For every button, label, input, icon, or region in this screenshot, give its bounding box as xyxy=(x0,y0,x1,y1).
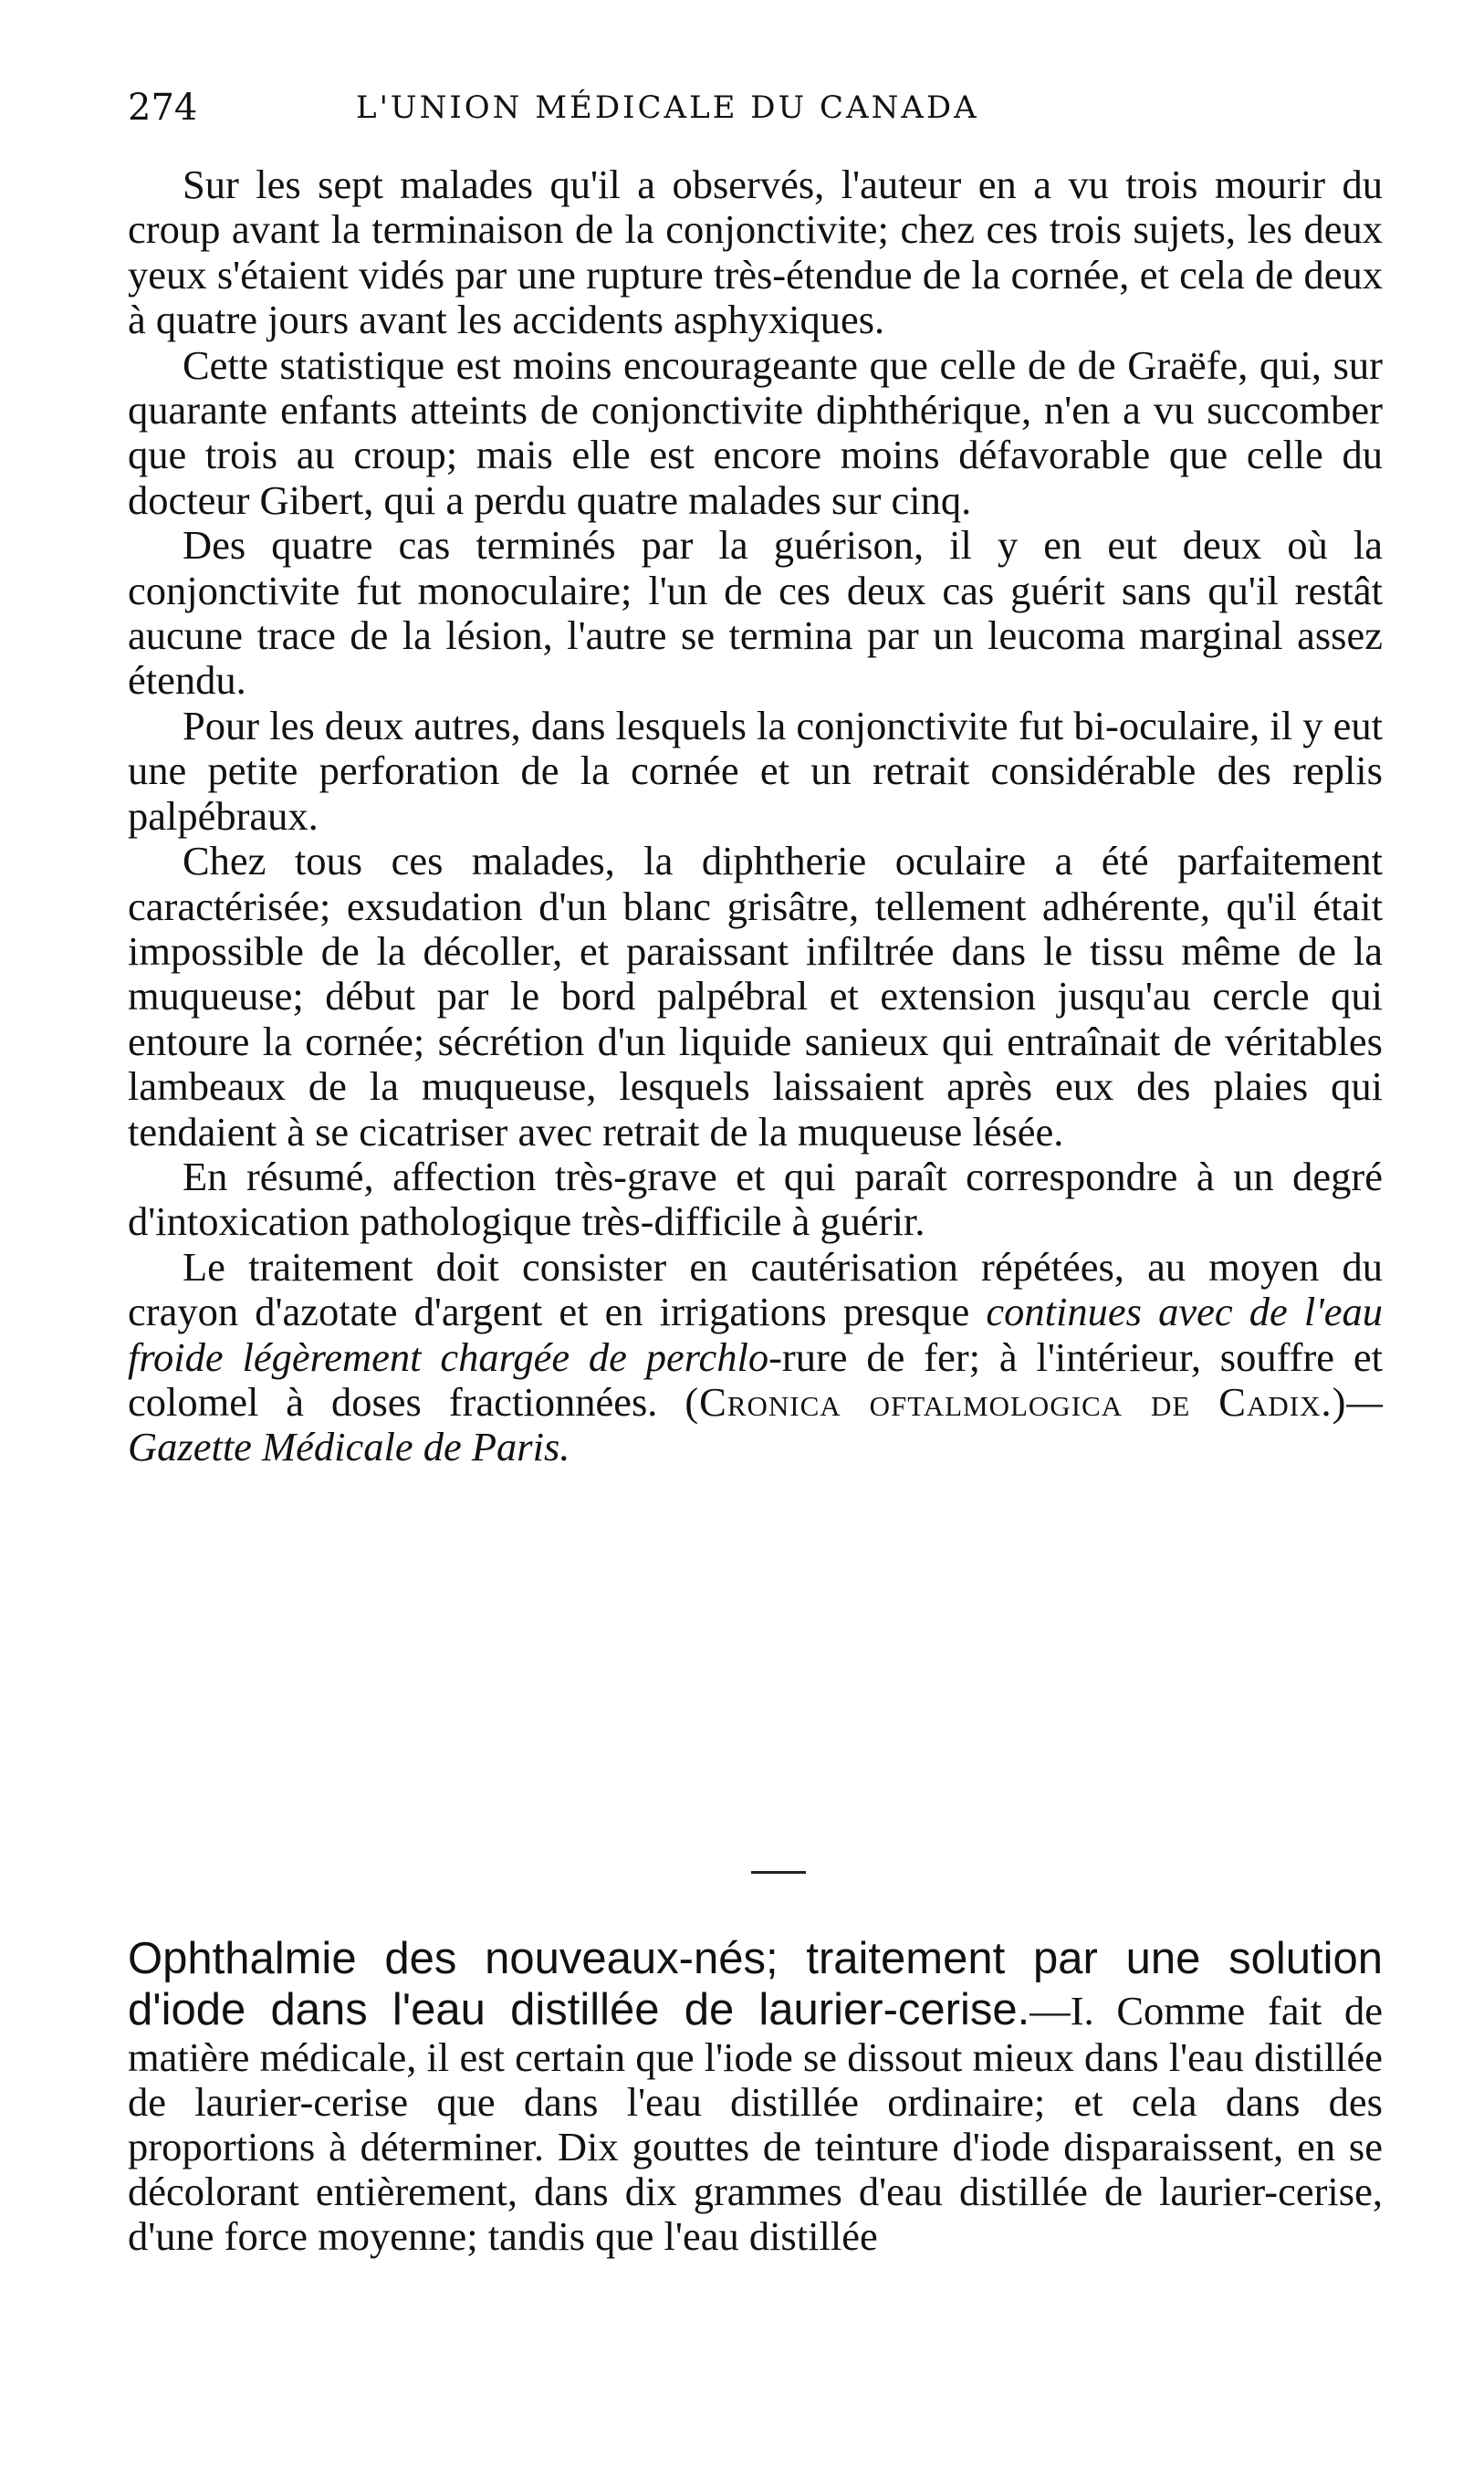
section-divider xyxy=(751,1871,806,1874)
article-title: Ophthalmie des nouveaux-nés; traitement par une solution d'iode dans l'eau distillée de laurier-cerise. xyxy=(128,1934,1383,2034)
article-continued xyxy=(128,162,1383,1470)
paragraph: Des quatre cas terminés par la guérison, il y en eut deux où la conjonctivite fut monoculaire; l'un de ces deux cas guérit sans qu'il restât aucune trace de la lésion, l'autre se termina par un leucoma marginal assez étendu. xyxy=(128,522,1383,704)
article-ophthalmie xyxy=(128,1933,1383,2259)
source-journal: —Gazette Médicale de Paris. xyxy=(128,1378,1383,1470)
page-number: 274 xyxy=(128,87,198,129)
treatment-text-italic: continues avec de l'eau froide légèrement chargée de perchlo- xyxy=(128,1289,1384,1380)
paragraph: Chez tous ces malades, la diphtherie oculaire a été parfaitement caractérisée; exsudation d'un blanc grisâtre, tellement adhérente, qu'il était impossible de la décoller, et paraissant infiltrée dans le tissu même de la muqueuse; début par le bord palpébral et extension jusqu'au cercle qui entoure la cornée; sécrétion d'un liquide sanieux qui entraînait de véritables lambeaux de la muqueuse, lesquels laissaient après eux des plaies qui tendaient à se cicatriser avec retrait de la muqueuse lésée. xyxy=(128,838,1383,1155)
treatment-text-end: rure de fer; à l'intérieur, souffre et colomel à doses fractionnées. xyxy=(128,1333,1384,1425)
running-head: L'UNION MÉDICALE DU CANADA xyxy=(356,89,979,126)
article-text: —I. Comme fait de matière médicale, il est certain que l'iode se dissout mieux dans l'eau distillée de laurier-cerise que dans l'eau distillée ordinaire; et cela dans des proportions à déterminer. Dix gouttes de teinture d'iode disparaissent, en se décolorant entièrement, dans dix grammes d'eau distillée de laurier-cerise, d'une force moyenne; tandis que l'eau distillée xyxy=(128,1988,1384,2259)
source-citation: (Cronica oftalmologica de Cadix.) xyxy=(685,1378,1347,1425)
paragraph-treatment xyxy=(128,1245,1383,1470)
paragraph: En résumé, affection très-grave et qui paraît correspondre à un degré d'intoxication pathologique très-difficile à guérir. xyxy=(128,1153,1383,1245)
paragraph: Pour les deux autres, dans lesquels la conjonctivite fut bi-oculaire, il y eut une petite perforation de la cornée et un retrait considérable des replis palpébraux. xyxy=(128,702,1383,839)
page-header xyxy=(128,80,1378,135)
paragraph: Cette statistique est moins encourageante que celle de de Graëfe, qui, sur quarante enfants atteints de conjonctivite diphthérique, n'en a vu succomber que trois au croup; mais elle est encore moins défavorable que celle du docteur Gibert, qui a perdu quatre malades sur cinq. xyxy=(128,341,1383,523)
treatment-text: Le traitement doit consister en cautérisation répétées, au moyen du crayon d'azotate d'argent et en irrigations presque xyxy=(128,1243,1383,1335)
paragraph: Sur les sept malades qu'il a observés, l'auteur en a vu trois mourir du croup avant la terminaison de la conjonctivite; chez ces trois sujets, les deux yeux s'étaient vidés par une rupture très-étendue de la cornée, et cela de deux à quatre jours avant les accidents asphyxiques. xyxy=(128,162,1383,343)
